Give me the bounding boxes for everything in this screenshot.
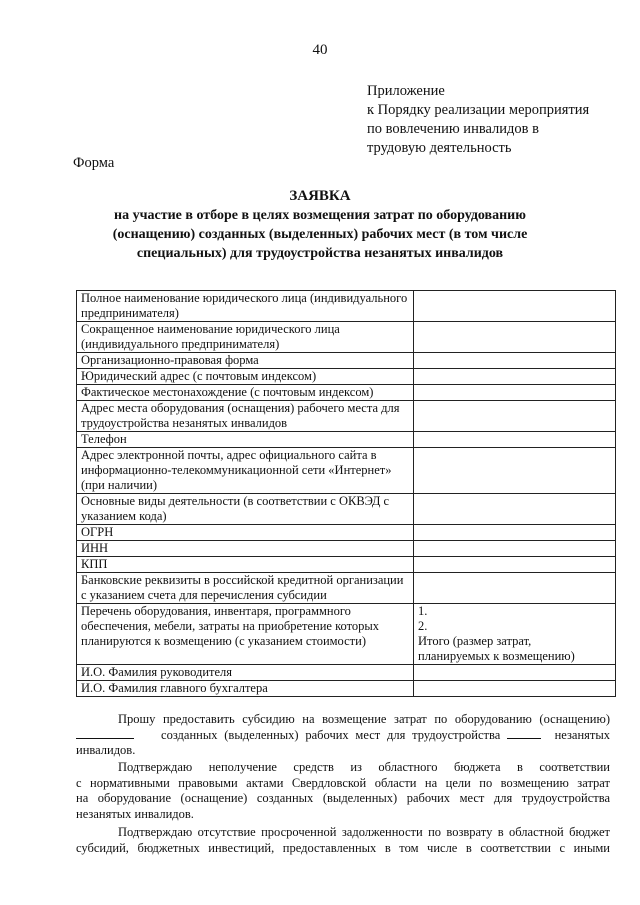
field-value[interactable] [414, 401, 616, 432]
paragraph-text: Прошу предоставить субсидию на возмещение затрат по оборудованию (оснащению) [118, 712, 610, 726]
field-value-line: 2. [418, 619, 428, 633]
paragraph-text: незанятых [554, 727, 611, 742]
field-label: Основные виды деятельности (в соответствии с ОКВЭД с указанием кода) [77, 494, 414, 525]
application-form-table [76, 290, 616, 697]
paragraph-confirmation-funds [76, 760, 610, 822]
field-label: Полное наименование юридического лица (индивидуального предпринимателя) [77, 291, 414, 322]
table-row [77, 681, 616, 697]
field-value-line: планируемых к возмещению) [418, 649, 575, 663]
appendix-line: Приложение [367, 83, 445, 99]
table-row [77, 604, 616, 665]
field-value[interactable] [414, 369, 616, 385]
blank-field[interactable] [76, 728, 134, 739]
subtitle-line: специальных) для трудоустройства незанятых инвалидов [136, 246, 504, 261]
document-title: ЗАЯВКА [289, 188, 351, 204]
page-number: 40 [312, 42, 328, 58]
table-row [77, 322, 616, 353]
table-row [77, 573, 616, 604]
field-value[interactable] [414, 681, 616, 697]
paragraph-confirmation-debt [76, 825, 610, 856]
field-label: Телефон [77, 432, 414, 448]
field-label: Организационно-правовая форма [77, 353, 414, 369]
paragraph-text: на оборудование (оснащение) созданных (выделенных) рабочих мест для трудоустройства [76, 791, 610, 805]
paragraph-text: инвалидов. [76, 743, 136, 757]
appendix-line: к Порядку реализации мероприятия [367, 102, 590, 118]
field-value-line: Итого (размер затрат, [418, 634, 532, 648]
field-value[interactable] [414, 525, 616, 541]
table-row [77, 494, 616, 525]
field-value[interactable] [414, 448, 616, 494]
paragraph-text: созданных (выделенных) рабочих мест для трудоустройства [161, 727, 501, 742]
field-value[interactable] [414, 573, 616, 604]
field-value[interactable] [414, 432, 616, 448]
field-label: Фактическое местонахождение (с почтовым индексом) [77, 385, 414, 401]
field-value[interactable] [414, 557, 616, 573]
field-value[interactable] [414, 665, 616, 681]
field-label: Сокращенное наименование юридического лица (индивидуального предпринимателя) [77, 322, 414, 353]
table-row [77, 401, 616, 432]
field-label: Банковские реквизиты в российской кредитной организации с указанием счета для перечисления субсидии [77, 573, 414, 604]
field-label: КПП [77, 557, 414, 573]
table-row [77, 369, 616, 385]
blank-field[interactable] [507, 728, 541, 739]
field-label: И.О. Фамилия руководителя [77, 665, 414, 681]
subtitle-line: (оснащению) созданных (выделенных) рабочих мест (в том числе [112, 227, 528, 242]
table-row [77, 385, 616, 401]
field-label: Юридический адрес (с почтовым индексом) [77, 369, 414, 385]
field-label: Перечень оборудования, инвентаря, программного обеспечения, мебели, затраты на приобретение которых планируются к возмещению (с указанием стоимости) [77, 604, 414, 665]
table-row [77, 291, 616, 322]
table-row [77, 353, 616, 369]
document-subtitle [90, 206, 550, 263]
table-row [77, 541, 616, 557]
paragraph-text: субсидий, бюджетных инвестиций, предоставленных в том числе в соответствии с иными [76, 840, 610, 855]
table-row [77, 557, 616, 573]
field-value[interactable] [414, 385, 616, 401]
field-value[interactable] [414, 353, 616, 369]
paragraph-text: Подтверждаю отсутствие просроченной задолженности по возврату в областной бюджет [118, 825, 610, 839]
paragraph-text: с нормативными правовыми актами Свердловской области на цели по возмещению затрат [76, 775, 610, 790]
appendix-line: трудовую деятельность [367, 140, 512, 156]
field-value[interactable] [414, 291, 616, 322]
table-row [77, 432, 616, 448]
field-value-line: 1. [418, 604, 428, 618]
field-value[interactable] [414, 541, 616, 557]
table-row [77, 525, 616, 541]
table-row [77, 665, 616, 681]
paragraph-text: Подтверждаю неполучение средств из областного бюджета в соответствии [118, 760, 610, 774]
field-label: Адрес места оборудования (оснащения) рабочего места для трудоустройства незанятых инвалидов [77, 401, 414, 432]
field-label: ОГРН [77, 525, 414, 541]
field-value[interactable] [414, 604, 616, 665]
field-label: Адрес электронной почты, адрес официального сайта в информационно-телекоммуникационной сети «Интернет» (при наличии) [77, 448, 414, 494]
appendix-line: по вовлечению инвалидов в [367, 121, 539, 137]
field-label: ИНН [77, 541, 414, 557]
field-value[interactable] [414, 322, 616, 353]
paragraph-text: незанятых инвалидов. [76, 806, 194, 821]
field-label: И.О. Фамилия главного бухгалтера [77, 681, 414, 697]
paragraph-request [76, 712, 610, 759]
form-label: Форма [73, 155, 115, 171]
appendix-block [367, 82, 637, 158]
table-row [77, 448, 616, 494]
field-value[interactable] [414, 494, 616, 525]
subtitle-line: на участие в отборе в целях возмещения затрат по оборудованию [114, 208, 526, 223]
